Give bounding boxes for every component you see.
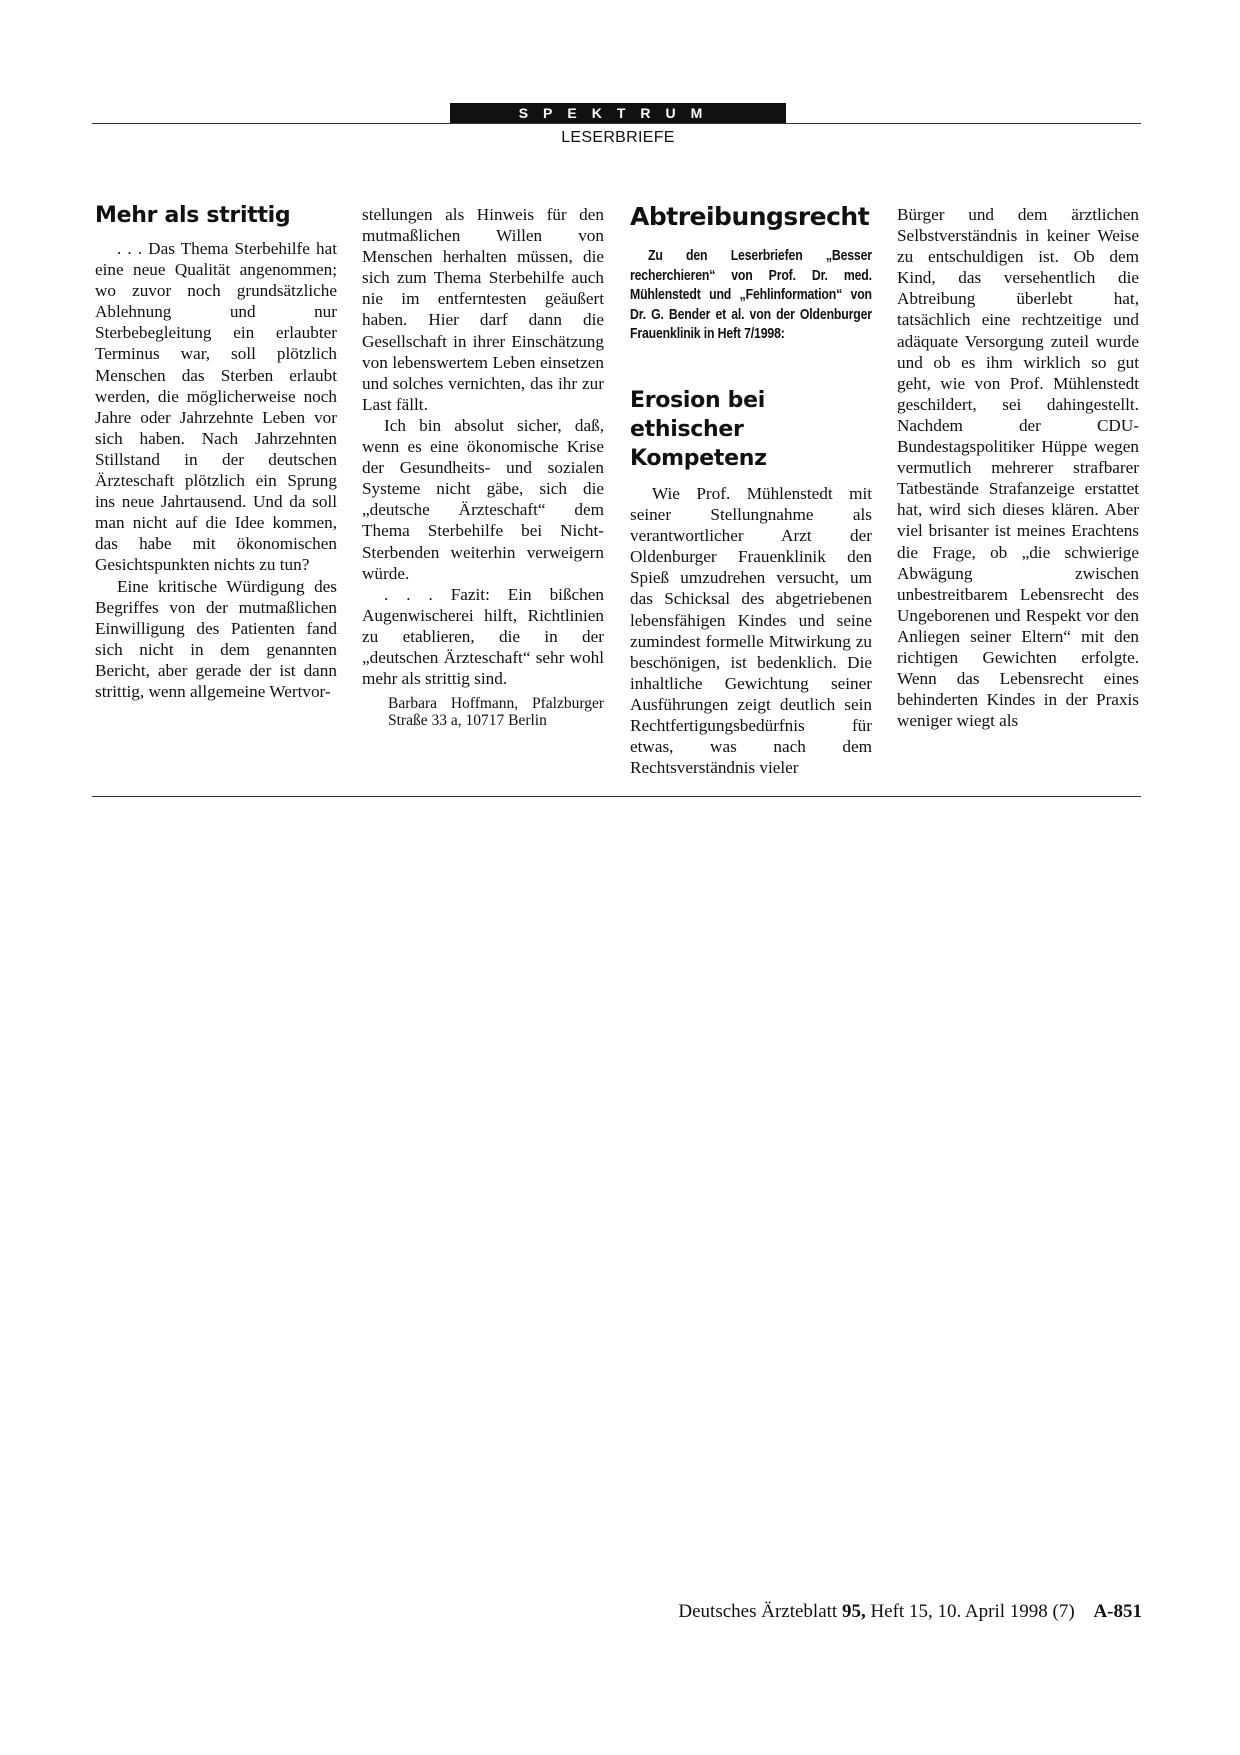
article2-intro-wrap — [630, 246, 872, 364]
article1-paragraph-3: stellungen als Hinweis für den mutmaßlichen Willen von Menschen herhalten müssen, die sich zum Thema Sterbehilfe auch nie im entferntesten geäußert haben. Hier darf dann die Gesellschaft in ihrer Einschätzung von lebenswertem Leben einsetzen und solches vernichten, das ihr zur Last fällt. — [362, 205, 604, 414]
article2-title: Abtreibungsrecht — [630, 202, 870, 231]
footer-volume: 95, — [841, 1601, 866, 1622]
footer-journal: Deutsches Ärzteblatt — [678, 1601, 838, 1622]
footer-issue: Heft 15, 10. April 1998 (7) — [870, 1601, 1075, 1622]
page-footer — [620, 1601, 1142, 1623]
article1-paragraph-5: . . . Fazit: Ein bißchen Augenwischerei hilft, Richtlinien zu etablieren, die in der „deutschen Ärzteschaft“ sehr wohl mehr als strittig sind. — [362, 584, 604, 689]
article2-subtitle: Erosion bei ethischer Kompetenz — [630, 388, 767, 471]
article1-paragraph-2: Eine kritische Würdigung des Begriffes von der mutmaßlichen Einwilligung des Patienten fand sich nicht in dem genannten Bericht, aber gerade der ist dann strittig, wenn allgemeine Wertvor- — [95, 576, 337, 701]
rubric-label: SPEKTRUM — [518, 105, 718, 121]
article2-paragraph-2: Bürger und dem ärztlichen Selbstverständnis in keiner Weise zu entschuldigen ist. Ob dem Kind, das versehentlich die Abtreibung überlebt hat, tatsächlich eine rechtzeitige und adäquate Versorgung zuteil wurde und ob es ihm wirklich so gut geht, wie von Prof. Mühlenstedt geschildert, sei dahingestellt. Nachdem der CDU-Bundestagspolitiker Hüppe wegen vermutlich mehrerer strafbarer Tatbestände Strafanzeige erstattet hat, wird sich dieses klären. Aber viel brisanter ist meines Erachtens die Frage, ob „die schwierige Abwägung zwischen unbestreitbarem Lebensrecht des Ungeborenen und Respekt vor den Anliegen seiner Eltern“ mit den richtigen Gewichten erfolgte. Wenn das Lebensrecht eines behinderten Kindes in der Praxis weniger wiegt als — [897, 205, 1139, 731]
article1-signature: Barbara Hoffmann, Pfalzburger Straße 33 a, 10717 Berlin — [388, 695, 604, 730]
article1-paragraph-4: Ich bin absolut sicher, daß, wenn es eine ökonomische Krise der Gesundheits- und sozialen Systeme nicht gäbe, sich die „deutsche Ärzteschaft“ dem Thema Sterbehilfe bei Nicht-Sterbenden weiterhin verweigern würde. — [362, 415, 604, 583]
section-label: LESERBRIEFE — [561, 129, 675, 146]
column-1 — [95, 202, 337, 702]
article1-paragraph-1: . . . Das Thema Sterbehilfe hat eine neue Qualität angenommen; wo zuvor noch grundsätzliche Ablehnung und nur Sterbebegleitung ein erlaubter Terminus war, soll plötzlich Menschen das Sterben erlaubt werden, die möglicherweise noch Jahre oder Jahrzehnte Leben vor sich haben. Nach Jahrzehnten Stillstand in der deutschen Ärzteschaft plötzlich ein Sprung ins neue Jahrtausend. Und da soll man nicht auf die Idee kommen, das habe mit ökonomischen Gesichtspunkten nichts zu tun? — [95, 239, 337, 575]
bottom-rule — [92, 796, 1141, 797]
rubric-bar — [450, 103, 786, 123]
article2-intro: Zu den Leserbriefen „Besser recherchieren“ von Prof. Dr. med. Mühlenstedt und „Fehlinformation“ von Dr. G. Bender et al. von der Oldenburger Frauenklinik in Heft 7/1998: — [630, 247, 872, 342]
column-4 — [897, 204, 1139, 731]
article1-title: Mehr als strittig — [95, 203, 291, 228]
column-3 — [630, 202, 872, 778]
footer-page-number: A-851 — [1093, 1601, 1142, 1622]
top-rule — [92, 123, 1141, 124]
article2-paragraph-1: Wie Prof. Mühlenstedt mit seiner Stellungnahme als verantwortlicher Arzt der Oldenburger Frauenklinik den Spieß umzudrehen versucht, um das Schicksal des abgetriebenen lebensfähigen Kindes und seine zumindest formelle Mitwirkung zu beschönigen, ist bedenklich. Die inhaltliche Gewichtung seiner Ausführungen zeigt deutlich sein Rechtfertigungsbedürfnis für etwas, was nach dem Rechtsverständnis vieler — [630, 484, 872, 778]
column-2 — [362, 204, 604, 729]
